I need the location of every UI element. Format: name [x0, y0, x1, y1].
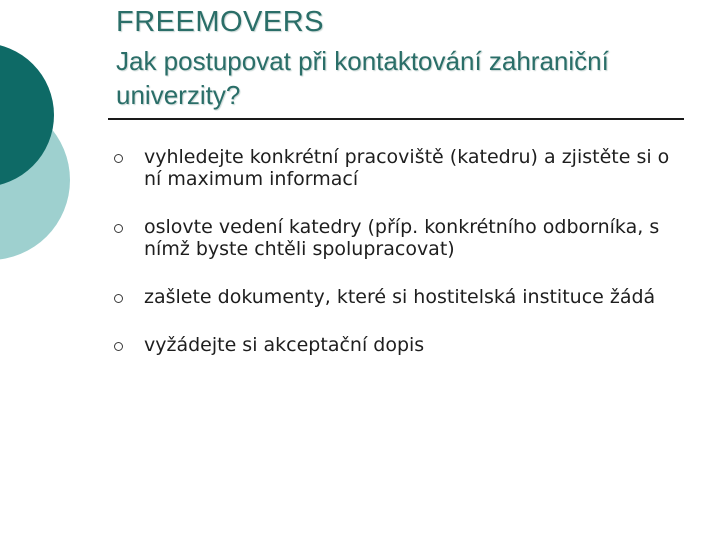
decorative-circles: [0, 0, 80, 290]
bullet-item: [112, 286, 692, 308]
bullet-circle-icon: [114, 342, 123, 351]
bullet-text: vyžádejte si akceptační dopis: [144, 334, 425, 356]
bullet-text: oslovte vedení katedry (příp. konkrétního odborníka, s nímž byste chtěli spolupracovat): [144, 216, 660, 260]
bullet-item: [112, 334, 692, 356]
title-divider: [108, 118, 684, 120]
bullet-text: vyhledejte konkrétní pracoviště (katedru) a zjistěte si o ní maximum informací: [144, 146, 670, 190]
bullet-text: zašlete dokumenty, které si hostitelská instituce žádá: [144, 286, 656, 308]
slide-title: FREEMOVERS: [116, 6, 325, 38]
bullet-circle-icon: [114, 224, 123, 233]
bullet-circle-icon: [114, 154, 123, 163]
bullet-item: [112, 146, 692, 190]
slide-subtitle: Jak postupovat při kontaktování zahraniční univerzity?: [116, 46, 609, 110]
bullet-circle-icon: [114, 294, 123, 303]
bullet-list: [112, 146, 692, 382]
bullet-item: [112, 216, 692, 260]
